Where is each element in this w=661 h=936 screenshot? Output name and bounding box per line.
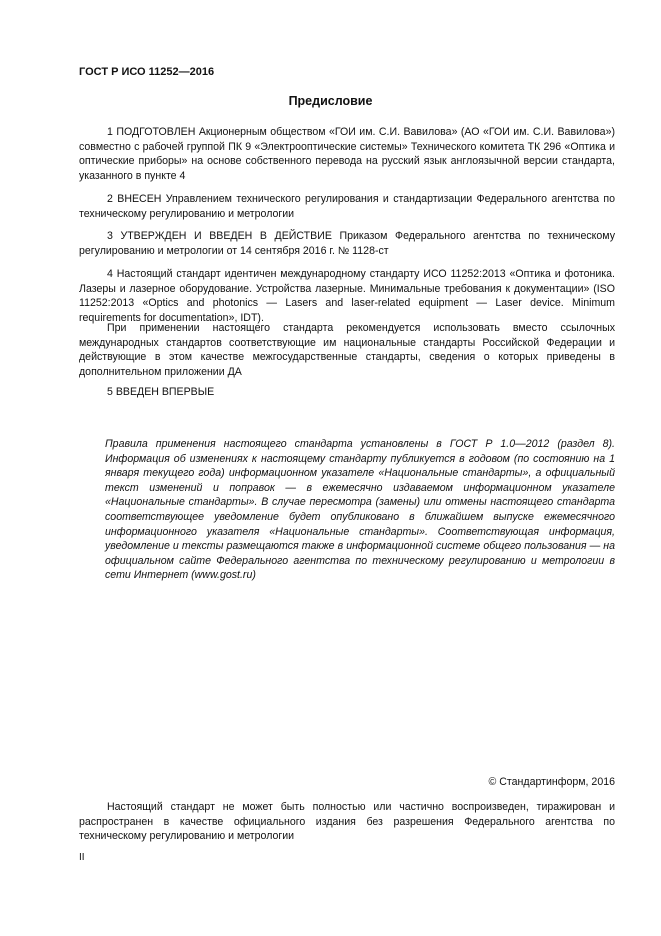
paragraph-2: 2 ВНЕСЕН Управлением технического регулирования и стандартизации Федерального агентства по техническому регулированию и метрологии [79,193,615,220]
reproduction-notice: Настоящий стандарт не может быть полностью или частично воспроизведен, тиражирован и распространен в качестве официального издания без разрешения Федерального агентства по техническому регулированию и метрологии [79,801,615,843]
page-title: Предисловие [288,94,373,108]
document-header: ГОСТ Р ИСО 11252—2016 [79,66,215,78]
application-notice: Правила применения настоящего стандарта установлены в ГОСТ Р 1.0—2012 (раздел 8). Информация об изменениях к настоящему стандарту публикуется в годовом (по состоянию на 1 января текущего года) информационном указателе «Национальные стандарты», а официальный текст изменений и поправок — в ежемесячно издаваемом информационном указателе «Национальные стандарты». В случае пересмотра (замены) или отмены настоящего стандарта соответствующее уведомление будет опубликовано в ближайшем выпуске ежемесячного информационного указателя «Национальные стандарты». Соответствующая информация, уведомление и тексты размещаются также в информационной системе общего пользования — на официальном сайте Федерального агентства по техническому регулированию и метрологии в сети Интернет (www.gost.ru) [105,438,615,582]
paragraph-1: 1 ПОДГОТОВЛЕН Акционерным обществом «ГОИ им. С.И. Вавилова» (АО «ГОИ им. С.И. Вавилова») совместно с рабочей группой ПК 9 «Электрооптические системы» Технического комитета ТК 296 «Оптика и оптические приборы» на основе собственного перевода на русский язык англоязычной версии стандарта, указанного в пункте 4 [79,126,615,182]
paragraph-4: 4 Настоящий стандарт идентичен международному стандарту ИСО 11252:2013 «Оптика и фотоника. Лазеры и лазерное оборудование. Устройства лазерные. Минимальные требования к документации» (ISO 11252:2013 «Optics and photonics — Lasers and laser-related equipment — Laser device. Minimum requirements for documentation», IDT). [79,268,615,324]
paragraph-5: 5 ВВЕДЕН ВПЕРВЫЕ [107,386,215,398]
page-number: II [79,852,85,863]
paragraph-3: 3 УТВЕРЖДЕН И ВВЕДЕН В ДЕЙСТВИЕ Приказом Федерального агентства по техническому регулированию и метрологии от 14 сентября 2016 г. № 1128-ст [79,230,615,257]
paragraph-4-continued: При применении настоящего стандарта рекомендуется использовать вместо ссылочных международных стандартов соответствующие им национальные стандарты Российской Федерации и действующие в этом качестве межгосударственные стандарты, сведения о которых приведены в дополнительном приложении ДА [79,322,615,378]
copyright-line: © Стандартинформ, 2016 [488,776,615,788]
